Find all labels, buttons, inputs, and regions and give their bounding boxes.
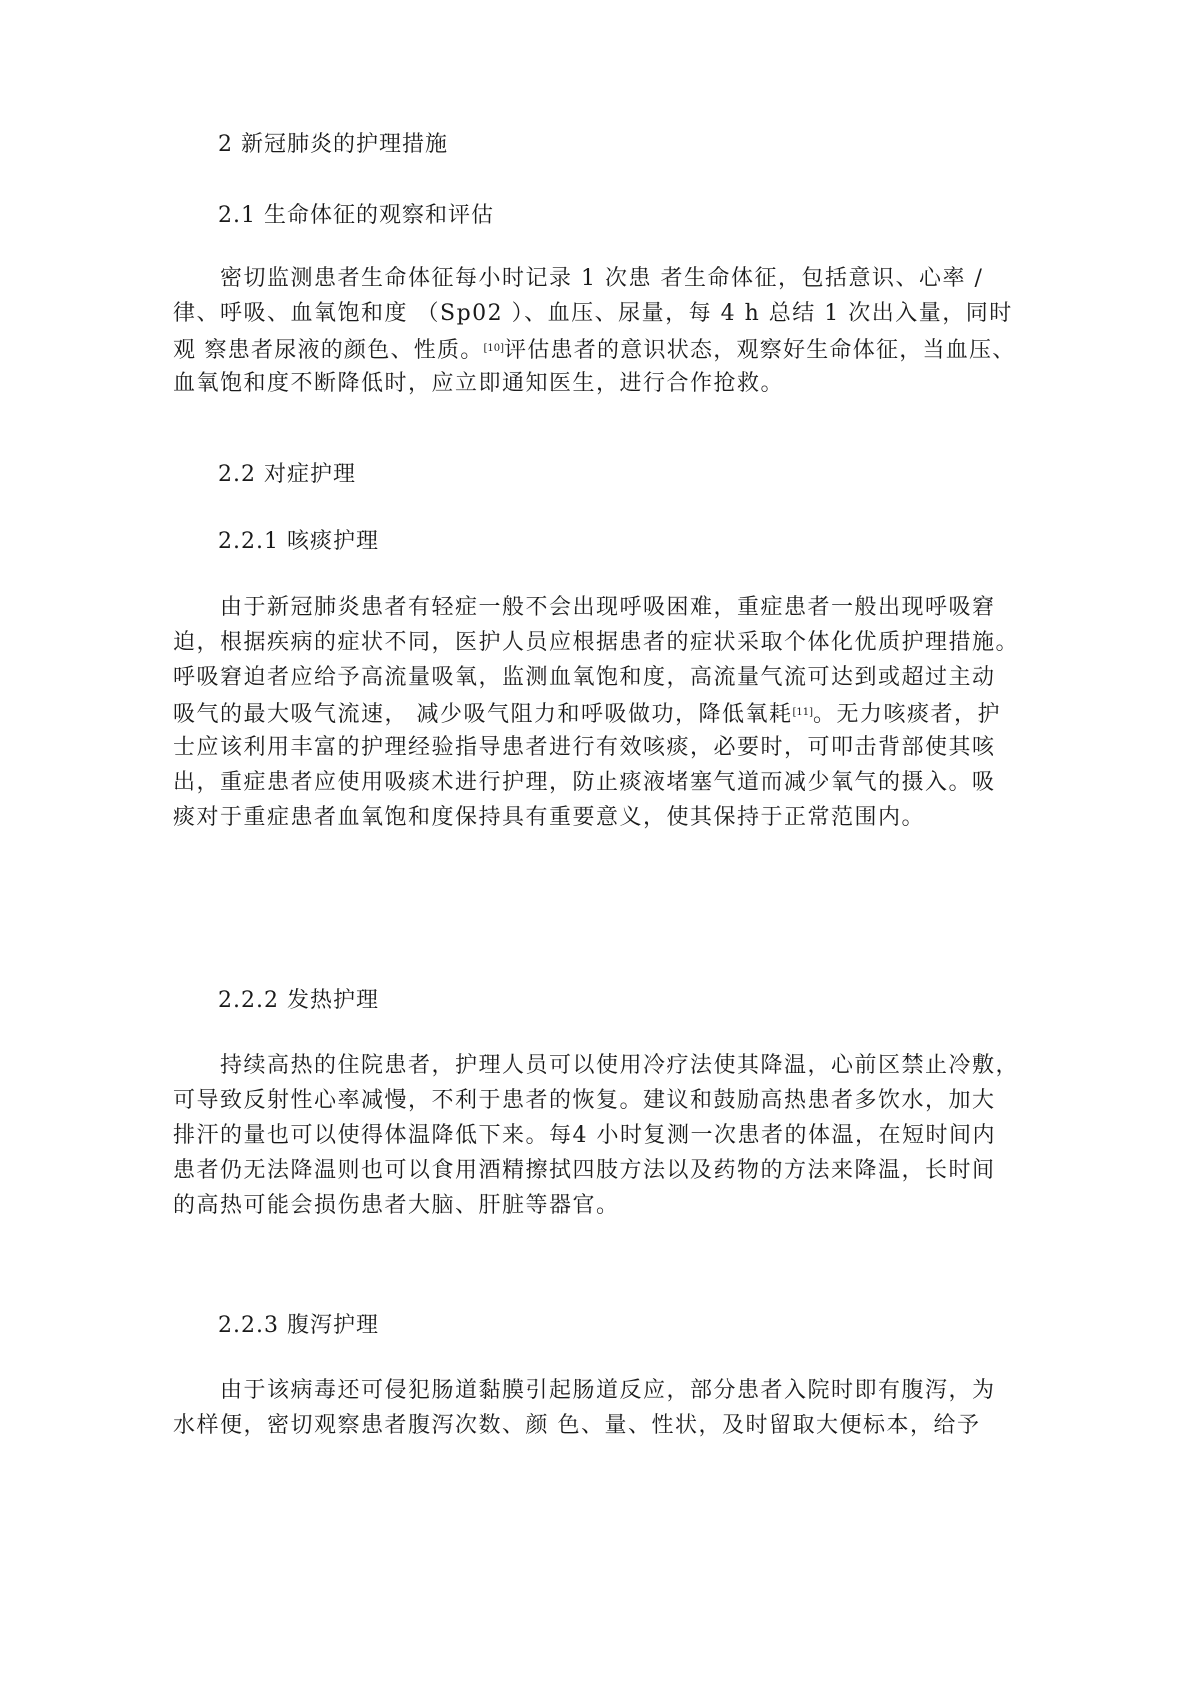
paragraph-fever [173,1048,1023,1223]
text-run: 。无力咳痰者，护 [813,702,1002,727]
paragraph-line: 水样便，密切观察患者腹泻次数、颜 色、量、性状，及时留取大便标本，给予 [173,1413,981,1438]
paragraph-line [173,695,1023,730]
paragraph-line: 痰对于重症患者血氧饱和度保持具有重要意义，使其保持于正常范围内。 [173,805,926,830]
section-heading-2-2: 2.2 对症护理 [218,462,356,487]
paragraph-line: 迫，根据疾病的症状不同，医护人员应根据患者的症状采取个体化优质护理措施。 [173,630,1020,655]
section-heading-2-2-3: 2.2.3 腹泻护理 [218,1313,379,1338]
paragraph-line: 出，重症患者应使用吸痰术进行护理，防止痰液堵塞气道而减少氧气的摄入。吸 [173,770,996,795]
paragraph-line: 律、呼吸、血氧饱和度 （Sp02 ）、血压、尿量，每 4 h 总结 1 次出入量，同时 [173,301,1013,326]
section-heading-2-2-2: 2.2.2 发热护理 [218,988,379,1013]
citation-ref: [10] [483,343,505,354]
paragraph-line: 可导致反射性心率减慢，不利于患者的恢复。建议和鼓励高热患者多饮水，加大 [173,1088,996,1113]
paragraph-vital-signs [173,261,1023,401]
text-run: 观 察患者尿液的颜色、性质。 [173,338,484,363]
paragraph-line: 由于新冠肺炎患者有轻症一般不会出现呼吸困难，重症患者一般出现呼吸窘 [220,595,996,620]
paragraph-line: 患者仍无法降温则也可以食用酒精擦拭四肢方法以及药物的方法来降温，长时间 [173,1158,996,1183]
paragraph-line: 士应该利用丰富的护理经验指导患者进行有效咳痰，必要时，可叩击背部使其咳 [173,735,996,760]
section-heading-2-1: 2.1 生命体征的观察和评估 [218,203,494,228]
paragraph-line: 排汗的量也可以使得体温降低下来。每4 小时复测一次患者的体温，在短时间内 [173,1123,996,1148]
paragraph-line: 持续高热的住院患者，护理人员可以使用冷疗法使其降温，心前区禁止冷敷， [220,1053,1020,1078]
paragraph-line: 血氧饱和度不断降低时，应立即通知医生，进行合作抢救。 [173,371,785,396]
text-run: 评估患者的意识状态，观察好生命体征，当血压、 [504,338,1016,363]
paragraph-line: 的高热可能会损伤患者大脑、肝脏等器官。 [173,1193,620,1218]
paragraph-cough [173,590,1023,835]
paragraph-line: 密切监测患者生命体征每小时记录 1 次患 者生命体征，包括意识、心率 / [220,266,984,291]
paragraph-line: 由于该病毒还可侵犯肠道黏膜引起肠道反应，部分患者入院时即有腹泻，为 [220,1378,996,1403]
citation-ref: [11] [792,707,814,718]
paragraph-diarrhea [173,1373,1023,1443]
paragraph-line: 呼吸窘迫者应给予高流量吸氧，监测血氧饱和度，高流量气流可达到或超过主动 [173,665,996,690]
text-run: 吸气的最大吸气流速， 减少吸气阻力和呼吸做功，降低氧耗 [173,702,793,727]
section-heading-2: 2 新冠肺炎的护理措施 [218,132,448,157]
section-heading-2-2-1: 2.2.1 咳痰护理 [218,529,379,554]
paragraph-line [173,331,1023,366]
